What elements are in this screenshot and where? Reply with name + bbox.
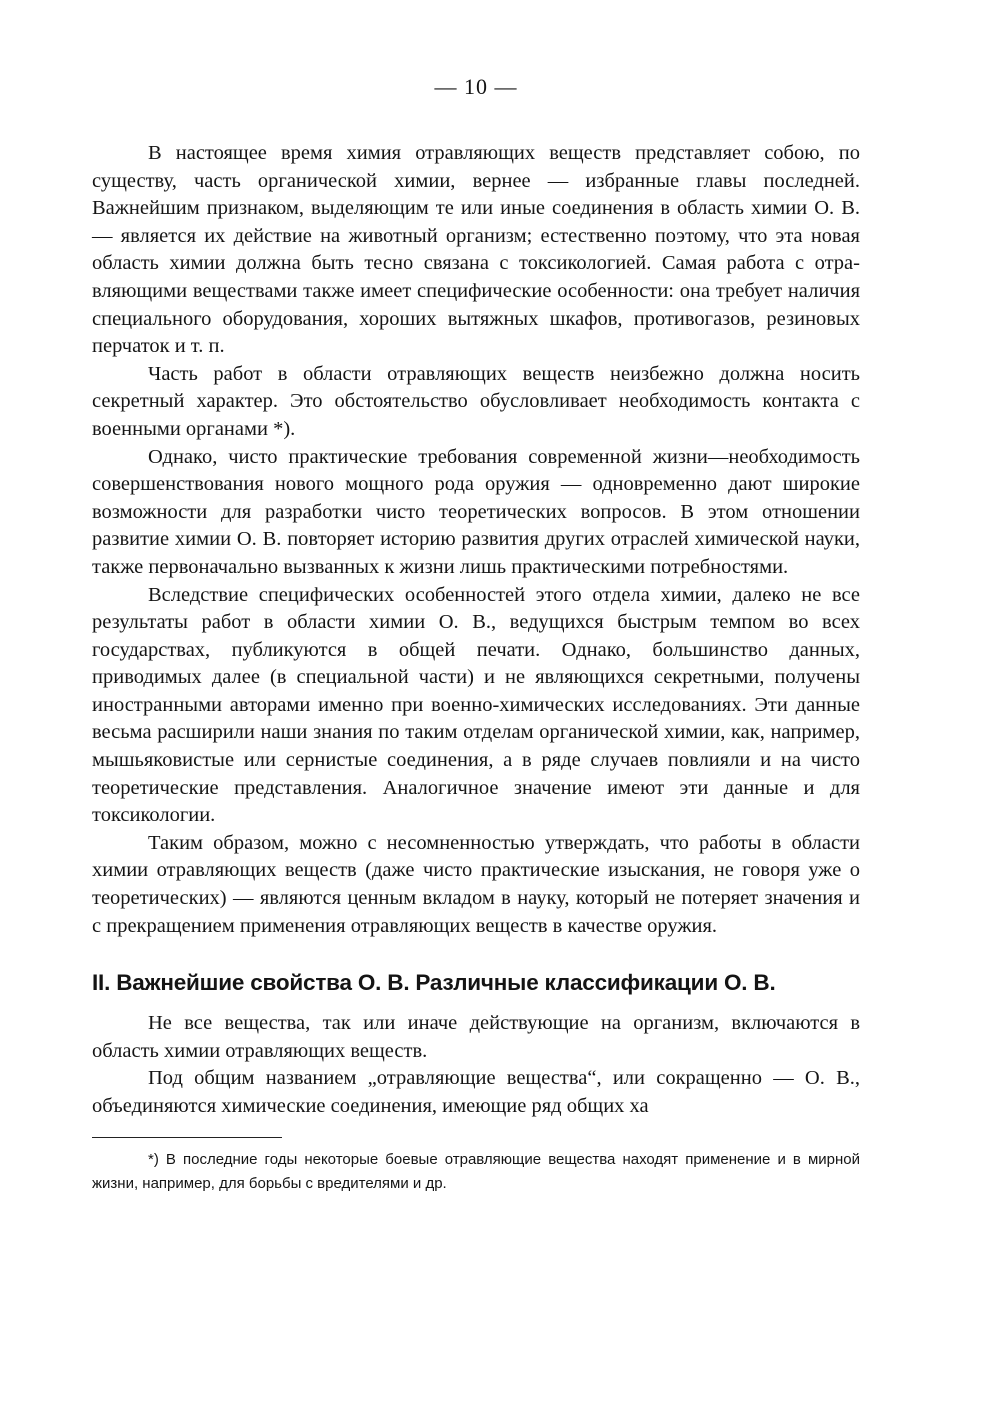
section-paragraph-1: Не все вещества, так или иначе действующие на организм, включаются в область химии отравляющих веществ. [92,1012,860,1062]
footnote-divider [92,1137,282,1138]
paragraph-4: Вследствие специфических особенностей этого отдела химии, далеко не все результаты работ в области химии О. В., ведущихся быстрым темпом во всех государствах, публикуются в общей печати. Однако, большинство данных, приводимых далее (в специальной части) и не являющихся секретными, получены иностранными авторами именно при военно-химических исследованиях. Эти данные весьма расширили наши знания по таким отделам органической химии, как, например, мышьяковистые или сернистые соединения, а в ряде случаев повлияли и на чисто теоретические представления. Аналогичное значение имеют эти данные и для токсикологии. [92,583,860,827]
book-page [92,74,860,1196]
section-paragraph-2: Под общим названием „отравляющие вещества“, или сокращенно — О. В., объединяются химические соединения, имеющие ряд общих ха [92,1067,860,1117]
paragraph-5: Таким образом, можно с несомненностью утверждать, что работы в области химии отравляющих веществ (даже чисто практические изыскания, не говоря уже о теоретических) — являются ценным вкладом в науку, который не потеряет значения и с прекращением применения отравляющих веществ в качестве оружия. [92,831,860,937]
paragraph-3: Однако, чисто практические требования современной жизни—необходимость совершенствования нового мощного рода оружия — одновременно дают широкие возможности для разработки чисто теоретических вопросов. В этом отношении развитие химии О. В. повторяет историю развития других отраслей химической науки, также первоначально вызванных к жизни лишь практическими потребностями. [92,445,860,578]
paragraph-1: В настоящее время химия отравляющих веществ представляет собою, по существу, часть органической химии, вернее — избранные главы последней. Важнейшим признаком, выделяющим те или иные соединения в область химии О. В. — является их действие на животный организм; естественно поэтому, что эта новая область химии должна быть тесно связана с токсикологией. Самая работа с отравляющими веществами также имеет специфические особенности: она требует наличия специального оборудования, хороших вытяжных шкафов, противогазов, резиновых перчаток и т. п. [92,142,860,358]
paragraph-2: Часть работ в области отравляющих веществ неизбежно должна носить секретный характер. Это обстоятельство обусловливает необходимость контакта с военными органами *). [92,362,860,440]
page-number: — 10 — [434,74,518,99]
section-heading: II. Важнейшие свойства О. В. Различные классификации О. В. [92,970,776,996]
footnote: *) В последние годы некоторые боевые отравляющие вещества находят применение и в мирной жизни, например, для борьбы с вредителями и др. [92,1150,860,1192]
